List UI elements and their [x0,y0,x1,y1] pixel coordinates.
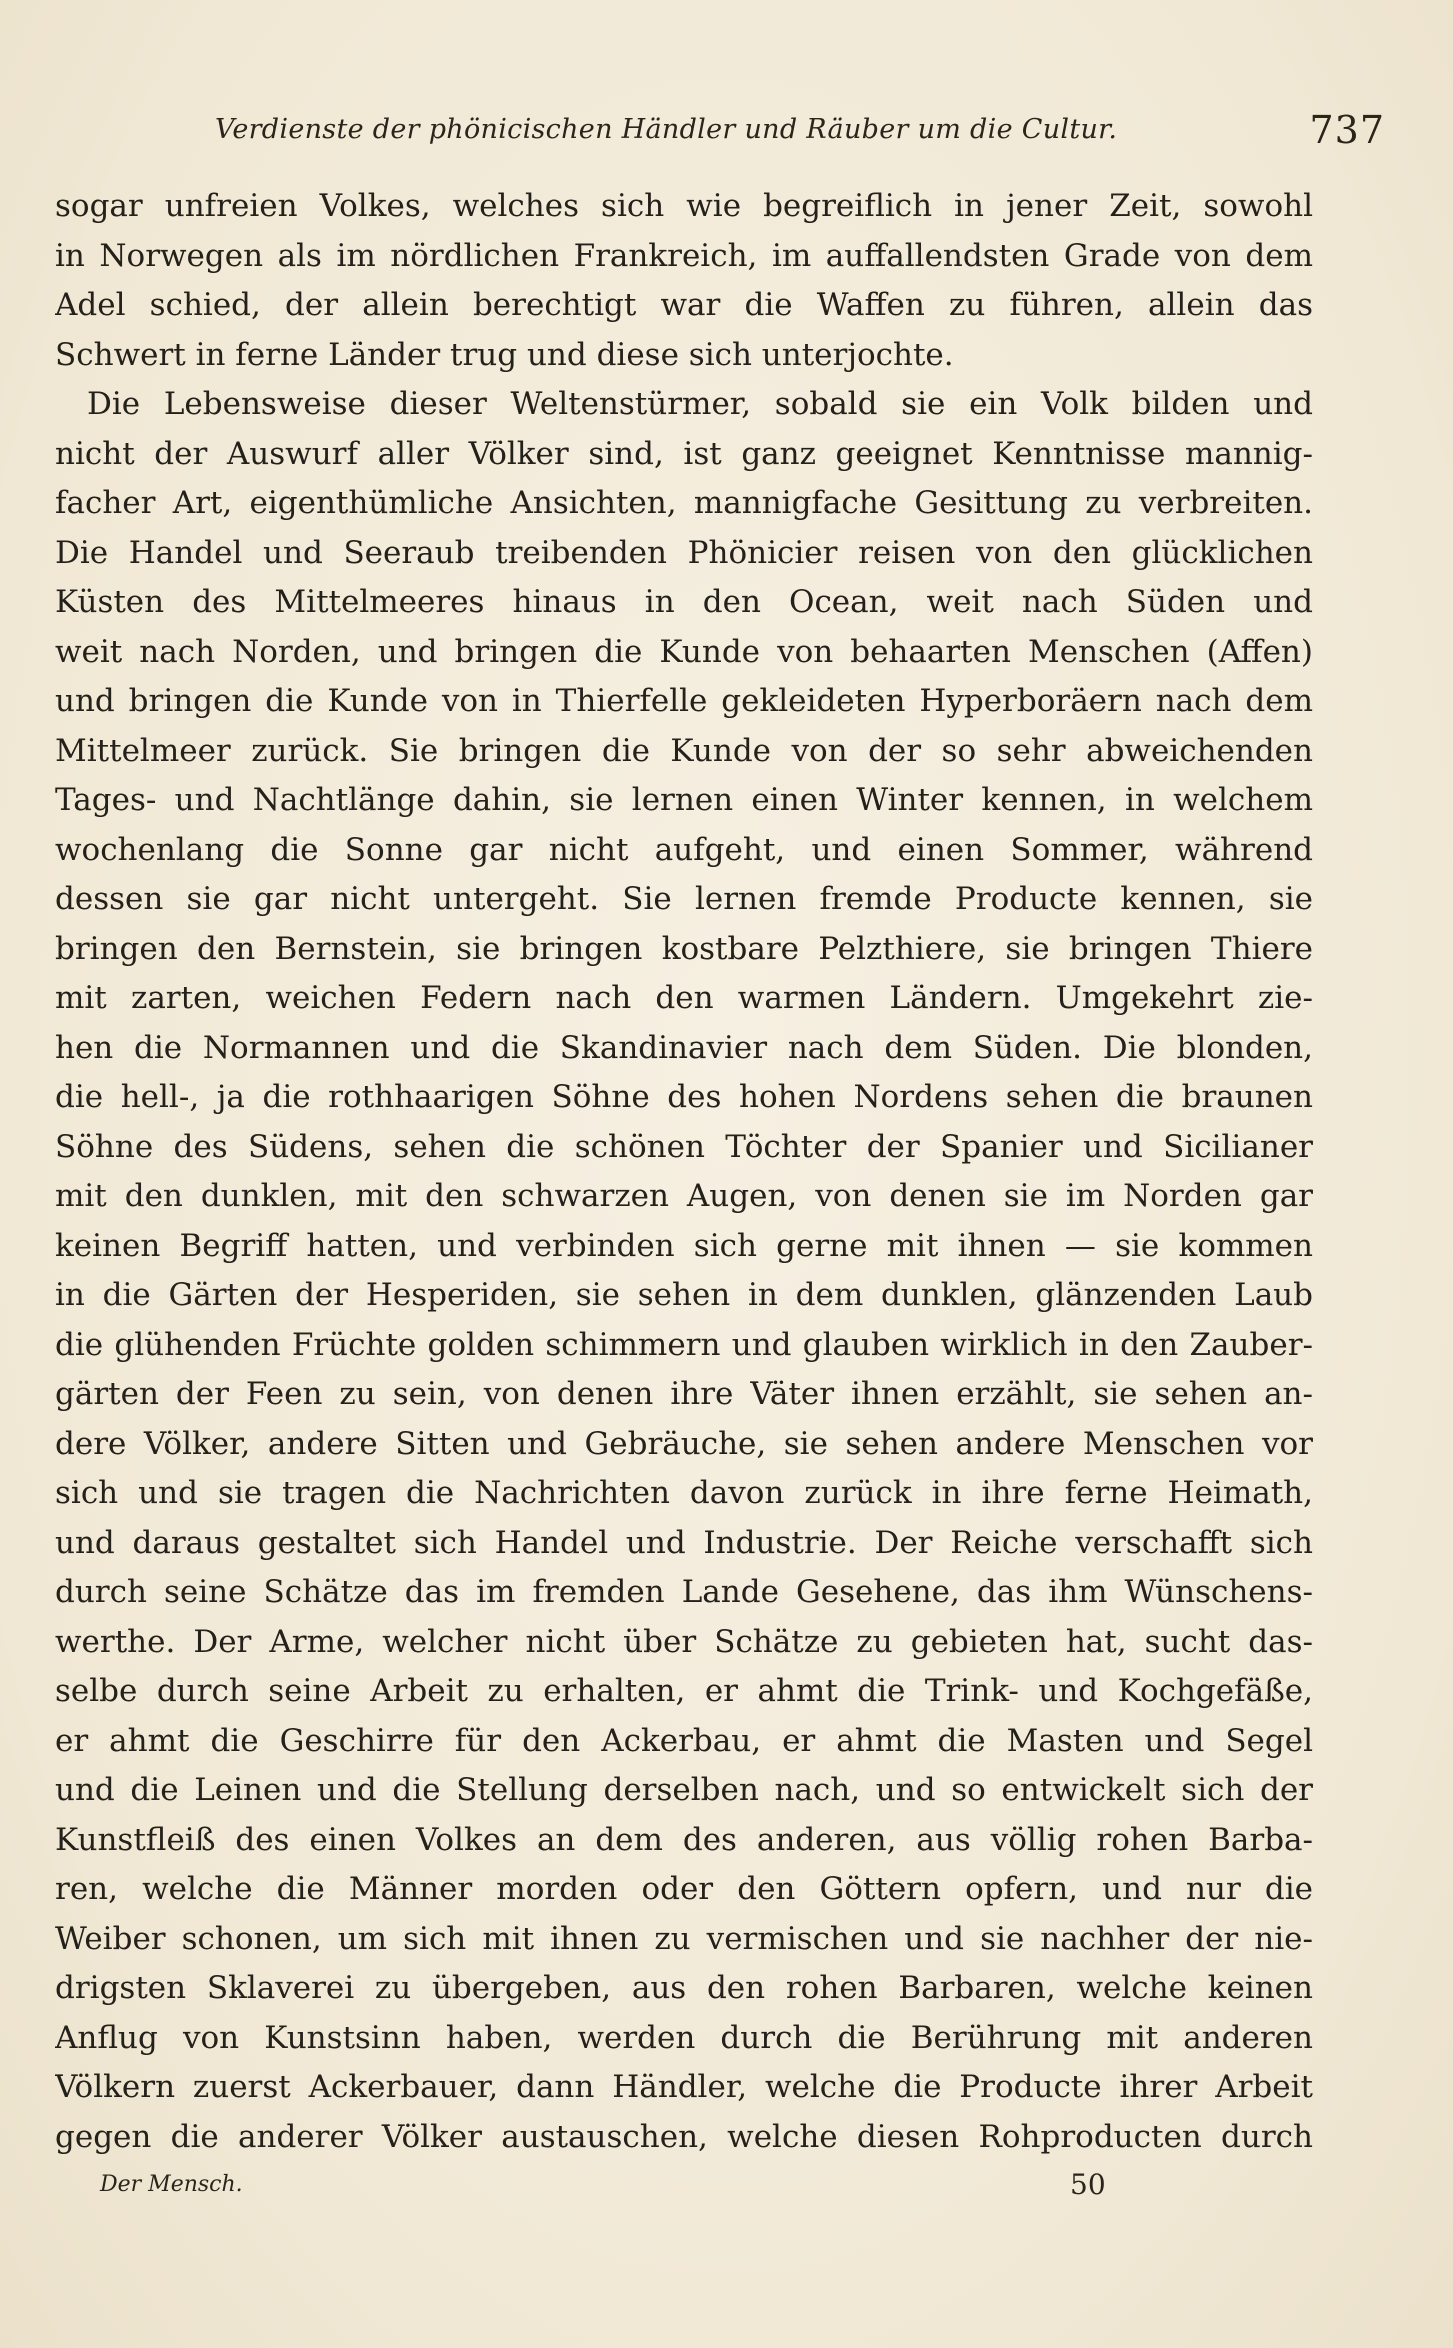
text-line: Mittelmeer zurück. Sie bringen die Kunde von der so sehr abweichenden [55,732,1313,769]
text-line: werthe. Der Arme, welcher nicht über Schätze zu gebieten hat, sucht das- [55,1623,1313,1660]
text-line: Kunstfleiß des einen Volkes an dem des anderen, aus völlig rohen Barba- [55,1821,1313,1858]
text-line: gegen die anderer Völker austauschen, welche diesen Rohproducten durch [55,2118,1313,2155]
text-line: in die Gärten der Hesperiden, sie sehen in dem dunklen, glänzenden Laub [55,1277,1313,1313]
text-line: Anflug von Kunstsinn haben, werden durch die Berührung mit anderen [55,2019,1313,2056]
text-line: Adel schied, der allein berechtigt war die Waffen zu führen, allein das [55,287,1313,323]
text-line: mit den dunklen, mit den schwarzen Augen, von denen sie im Norden gar [55,1178,1313,1214]
text-line: dere Völker, andere Sitten und Gebräuche, sie sehen andere Menschen vor [55,1425,1313,1462]
text-line: und bringen die Kunde von in Thierfelle gekleideten Hyperboräern nach dem [55,683,1313,719]
running-head: Verdienste der phönicischen Händler und Räuber um die Cultur. [215,114,1118,145]
text-line: Küsten des Mittelmeeres hinaus in den Ocean, weit nach Süden und [55,584,1313,620]
sheet-number: 50 [1070,2168,1106,2201]
text-line: die glühenden Früchte golden schimmern und glauben wirklich in den Zauber- [55,1326,1313,1363]
text-line: die hell-, ja die rothhaarigen Söhne des hohen Nordens sehen die braunen [55,1079,1313,1115]
text-line: sogar unfreien Volkes, welches sich wie begreiflich in jener Zeit, sowohl [55,188,1313,224]
text-line: Schwert in ferne Länder trug und diese sich unterjochte. [55,336,954,373]
text-line: wochenlang die Sonne gar nicht aufgeht, und einen Sommer, während [55,831,1313,868]
page-footer [100,2168,1313,2212]
body-text [55,182,1313,2162]
text-line: gärten der Feen zu sein, von denen ihre Väter ihnen erzählt, sie sehen an- [55,1376,1313,1412]
text-line: Die Lebensweise dieser Weltenstürmer, sobald sie ein Volk bilden und [87,386,1313,422]
text-line: drigsten Sklaverei zu übergeben, aus den rohen Barbaren, welche keinen [55,1970,1313,2006]
page-number: 737 [1309,108,1385,152]
text-line: in Norwegen als im nördlichen Frankreich, im auffallendsten Grade von dem [55,237,1313,274]
text-line: und daraus gestaltet sich Handel und Industrie. Der Reiche verschafft sich [55,1524,1313,1561]
text-line: Weiber schonen, um sich mit ihnen zu vermischen und sie nachher der nie- [55,1920,1313,1957]
text-line: ren, welche die Männer morden oder den Göttern opfern, und nur die [55,1871,1313,1907]
text-line: und die Leinen und die Stellung derselben nach, und so entwickelt sich der [55,1772,1313,1808]
text-line: Die Handel und Seeraub treibenden Phönicier reisen von den glücklichen [55,534,1313,571]
text-line: mit zarten, weichen Federn nach den warmen Ländern. Umgekehrt zie- [55,980,1313,1016]
text-line: Völkern zuerst Ackerbauer, dann Händler, welche die Producte ihrer Arbeit [55,2069,1313,2105]
text-line: durch seine Schätze das im fremden Lande Gesehene, das ihm Wünschens- [55,1574,1313,1610]
text-line: dessen sie gar nicht untergeht. Sie lernen fremde Producte kennen, sie [55,881,1313,917]
text-line: hen die Normannen und die Skandinavier nach dem Süden. Die blonden, [55,1029,1313,1066]
text-line: Tages- und Nachtlänge dahin, sie lernen einen Winter kennen, in welchem [55,782,1313,818]
text-line: sich und sie tragen die Nachrichten davon zurück in ihre ferne Heimath, [55,1475,1313,1511]
text-line: facher Art, eigenthümliche Ansichten, mannigfache Gesittung zu verbreiten. [55,485,1313,521]
text-line: nicht der Auswurf aller Völker sind, ist ganz geeignet Kenntnisse mannig- [55,435,1313,472]
text-line: er ahmt die Geschirre für den Ackerbau, er ahmt die Masten und Segel [55,1722,1313,1759]
signature-mark: Der Mensch. [100,2172,243,2197]
text-line: weit nach Norden, und bringen die Kunde von behaarten Menschen (Affen) [55,633,1313,670]
page-header [55,108,1385,156]
text-line: Söhne des Südens, sehen die schönen Töchter der Spanier und Sicilianer [55,1128,1313,1165]
text-line: bringen den Bernstein, sie bringen kostbare Pelzthiere, sie bringen Thiere [55,930,1313,967]
text-line: selbe durch seine Arbeit zu erhalten, er ahmt die Trink- und Kochgefäße, [55,1673,1313,1709]
text-line: keinen Begriff hatten, und verbinden sich gerne mit ihnen — sie kommen [55,1227,1313,1264]
